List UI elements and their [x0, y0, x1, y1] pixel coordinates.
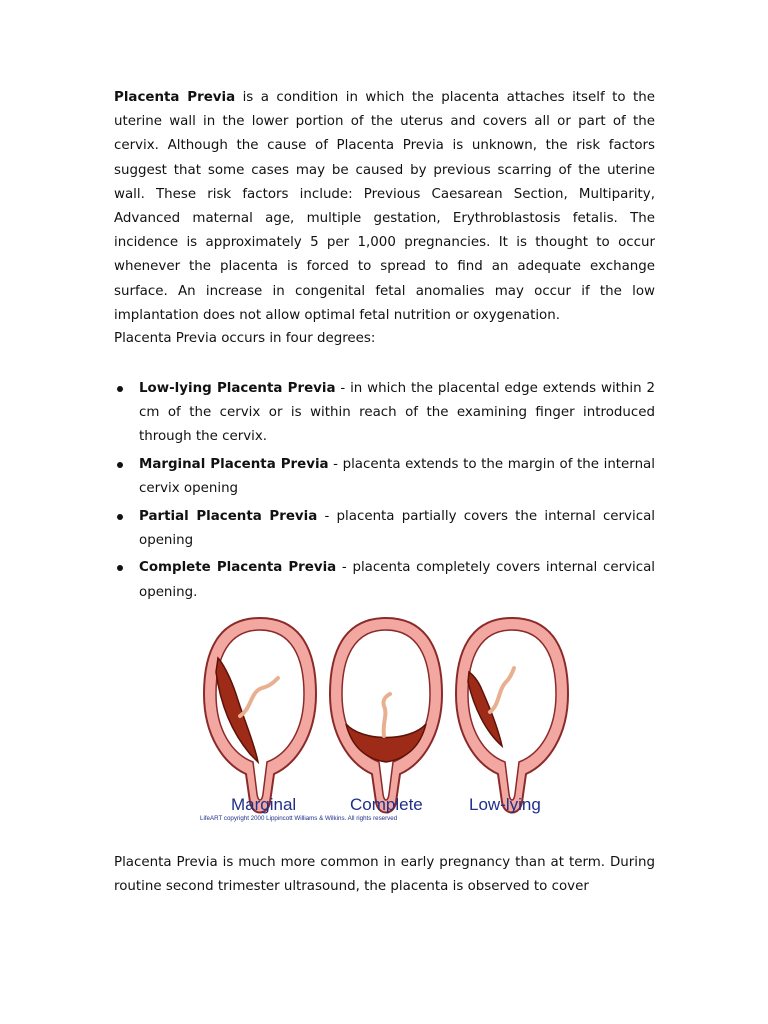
degree-term: Complete Placenta Previa [139, 560, 337, 576]
degree-term: Low-lying Placenta Previa [139, 381, 336, 396]
list-item [114, 556, 655, 604]
list-item [114, 453, 655, 501]
intro-paragraph [114, 86, 655, 328]
figure-label-marginal: Marginal [231, 795, 297, 814]
degree-text: - placenta completely covers internal cervical opening. [139, 560, 656, 600]
figure-label-lowlying: Low-lying [469, 795, 541, 814]
intro-text: is a condition in which the placenta attaches itself to the uterine wall in the lower portion of the uterus and covers all or part of the cervix. Although the cause of Placenta Previa is unknown, the risk factors suggest that some cases may be caused by previous scarring of the uterine wall. These risk factors include: Previous Caesarean Section, Multiparity, Advanced maternal age, multiple gestation, Erythroblastosis fetalis. The incidence is approximately 5 per 1,000 pregnancies. It is thought to occur whenever the placenta is forced to spread to find an adequate exchange surface. An increase in congenital fetal anomalies may occur if the low implantation does not allow optimal fetal nutrition or oxygenation. [114, 90, 655, 323]
figure-label-complete: Complete [350, 795, 423, 814]
uterus-lowlying-diagram [456, 618, 568, 813]
degrees-list [114, 377, 655, 608]
degree-text: - in which the placental edge extends within 2 cm of the cervix or is within reach of the examining finger introduced through the cervix. [139, 381, 656, 445]
degree-term: Partial Placenta Previa [139, 508, 318, 524]
degrees-intro: Placenta Previa occurs in four degrees: [114, 331, 376, 346]
uterus-complete-diagram [330, 618, 442, 813]
uterus-marginal-diagram [204, 618, 316, 813]
degree-term: Marginal Placenta Previa [139, 456, 329, 472]
degree-text: - placenta extends to the margin of the internal cervix opening [139, 456, 655, 497]
closing-paragraph: Placenta Previa is much more common in early pregnancy than at term. During routine second trimester ultrasound, the placenta is observed to cover [114, 855, 655, 895]
list-item [114, 377, 655, 450]
degree-text: - placenta partially covers the internal cervical opening [139, 508, 655, 548]
list-item [114, 505, 655, 553]
figure-copyright: LifeART copyright 2000 Lippincott Williams & Wilkins. All rights reserved [200, 815, 398, 822]
intro-term: Placenta Previa [114, 90, 236, 105]
